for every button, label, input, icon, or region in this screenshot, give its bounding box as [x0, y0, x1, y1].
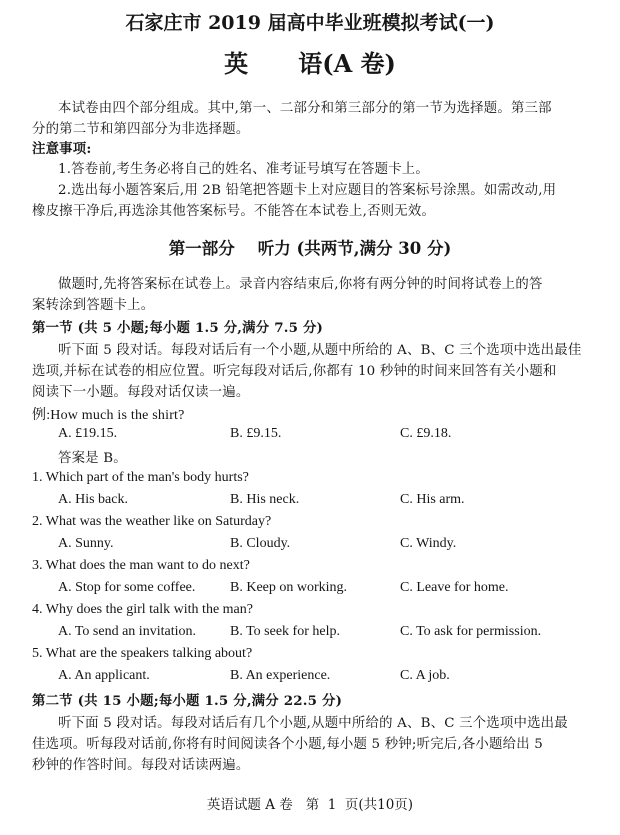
- intro-line-1: 本试卷由四个部分组成。其中,第一、二部分和第三部分的第一节为选择题。第三部: [58, 101, 552, 116]
- section2-heading: 第二节 (共 15 小题;每小题 1.5 分,满分 22.5 分): [32, 693, 343, 709]
- section1-heading: 第一节 (共 5 小题;每小题 1.5 分,满分 7.5 分): [32, 320, 324, 336]
- question-3-option-c: C. Leave for home.: [400, 580, 509, 595]
- question-1-option-c: C. His arm.: [400, 492, 465, 507]
- question-4-option-b: B. To seek for help.: [230, 624, 340, 639]
- question-5-option-a: A. An applicant.: [58, 668, 150, 683]
- section2-desc-line-1: 听下面 5 段对话。每段对话后有几个小题,从题中所给的 A、B、C 三个选项中选出最: [58, 716, 568, 731]
- exam-title: 石家庄市 2019 届高中毕业班模拟考试(一): [125, 12, 495, 34]
- part1-desc-line-1: 做题时,先将答案标在试卷上。录音内容结束后,你将有两分钟的时间将试卷上的答: [58, 277, 543, 292]
- question-4-option-a: A. To send an invitation.: [58, 624, 196, 639]
- question-3-option-b: B. Keep on working.: [230, 580, 348, 595]
- question-5: 5. What are the speakers talking about?: [32, 646, 253, 661]
- notice-heading: 注意事项:: [32, 141, 92, 157]
- page-footer: 英语试题 A 卷 第 1 页(共10页): [206, 797, 414, 813]
- question-2: 2. What was the weather like on Saturday?: [32, 514, 272, 529]
- notice-item-2-line-1: 2.选出每小题答案后,用 2B 铅笔把答题卡上对应题目的答案标号涂黑。如需改动,用: [58, 183, 557, 198]
- section2-desc-line-2: 佳选项。听每段对话前,你将有时间阅读各个小题,每小题 5 秒钟;听完后,各小题给出 5: [32, 737, 543, 752]
- question-1: 1. Which part of the man's body hurts?: [32, 470, 249, 485]
- question-2-option-b: B. Cloudy.: [230, 536, 291, 551]
- question-1-option-a: A. His back.: [58, 492, 128, 507]
- part1-heading: 第一部分 听力 (共两节,满分 30 分): [168, 239, 452, 258]
- section1-desc-line-2: 选项,并标在试卷的相应位置。听完每段对话后,你都有 10 秒钟的时间来回答有关小题和: [32, 364, 557, 379]
- example-question: 例:How much is the shirt?: [32, 408, 185, 423]
- notice-item-2-line-2: 橡皮擦干净后,再选涂其他答案标号。不能答在本试卷上,否则无效。: [32, 204, 436, 219]
- example-answer: 答案是 B。: [58, 451, 127, 466]
- section2-desc-line-3: 秒钟的作答时间。每段对话读两遍。: [32, 758, 250, 773]
- question-3: 3. What does the man want to do next?: [32, 558, 250, 573]
- question-4: 4. Why does the girl talk with the man?: [32, 602, 253, 617]
- part1-desc-line-2: 案转涂到答题卡上。: [32, 298, 155, 313]
- example-option-c: C. £9.18.: [400, 426, 452, 441]
- question-3-option-a: A. Stop for some coffee.: [58, 580, 196, 595]
- subject-title: 英 语(A 卷): [224, 49, 396, 78]
- question-2-option-c: C. Windy.: [400, 536, 457, 551]
- question-1-option-b: B. His neck.: [230, 492, 300, 507]
- question-5-option-c: C. A job.: [400, 668, 450, 683]
- intro-line-2: 分的第二节和第四部分为非选择题。: [32, 122, 250, 137]
- example-option-a: A. £19.15.: [58, 426, 118, 441]
- question-5-option-b: B. An experience.: [230, 668, 331, 683]
- question-4-option-c: C. To ask for permission.: [400, 624, 542, 639]
- question-2-option-a: A. Sunny.: [58, 536, 114, 551]
- example-option-b: B. £9.15.: [230, 426, 282, 441]
- section1-desc-line-1: 听下面 5 段对话。每段对话后有一个小题,从题中所给的 A、B、C 三个选项中选出最佳: [58, 343, 582, 358]
- section1-desc-line-3: 阅读下一小题。每段对话仅读一遍。: [32, 385, 250, 400]
- notice-item-1: 1.答卷前,考生务必将自己的姓名、准考证号填写在答题卡上。: [58, 162, 429, 177]
